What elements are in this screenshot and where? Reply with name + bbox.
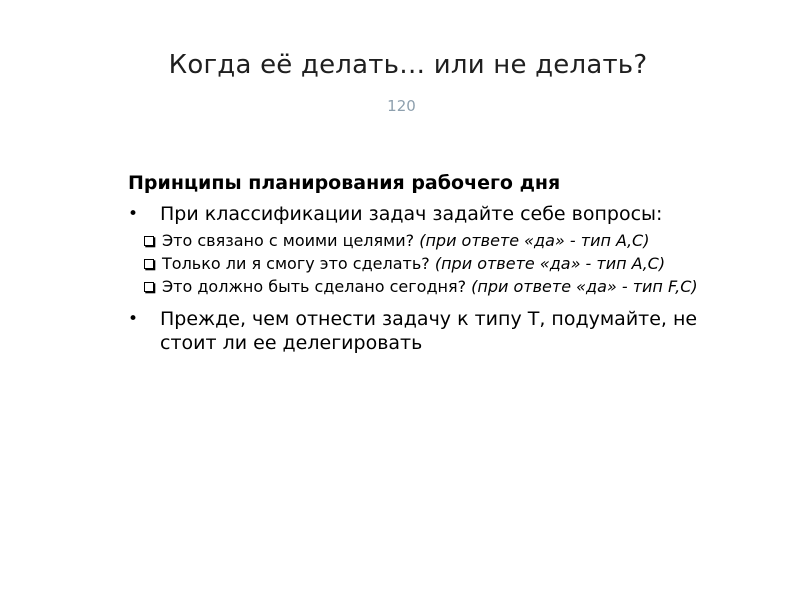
question-text: Это должно быть сделано сегодня?: [162, 277, 472, 296]
question-note: (при ответе «да» - тип F,C): [471, 277, 698, 296]
bullet-dot-icon: •: [128, 309, 139, 329]
question-item-only-me: [128, 253, 752, 274]
bullet-text: При классификации задач задайте себе вопросы:: [160, 203, 663, 225]
bullet-item-delegation: [128, 307, 720, 355]
slide-content: [128, 170, 768, 355]
question-item-today: [128, 276, 752, 297]
bullet-item-classification: [128, 202, 768, 226]
question-text: Только ли я смогу это сделать?: [162, 254, 435, 273]
question-text: Это связано с моими целями?: [162, 231, 420, 250]
question-note: (при ответе «да» - тип А,С): [419, 231, 650, 250]
checkbox-bullet-icon: [144, 259, 154, 269]
question-note: (при ответе «да» - тип А,С): [434, 254, 666, 273]
slide-title: Когда её делать… или не делать?: [168, 50, 648, 80]
checkbox-bullet-icon: [144, 236, 154, 246]
section-heading: Принципы планирования рабочего дня: [128, 172, 561, 194]
bullet-text: Прежде, чем отнести задачу к типу Т, подумайте, не стоит ли ее делегировать: [160, 308, 698, 354]
checkbox-bullet-icon: [144, 282, 154, 292]
question-list: [128, 230, 768, 297]
question-item-goals: [128, 230, 752, 251]
page-number: 120: [387, 97, 416, 115]
bullet-dot-icon: •: [128, 204, 139, 224]
